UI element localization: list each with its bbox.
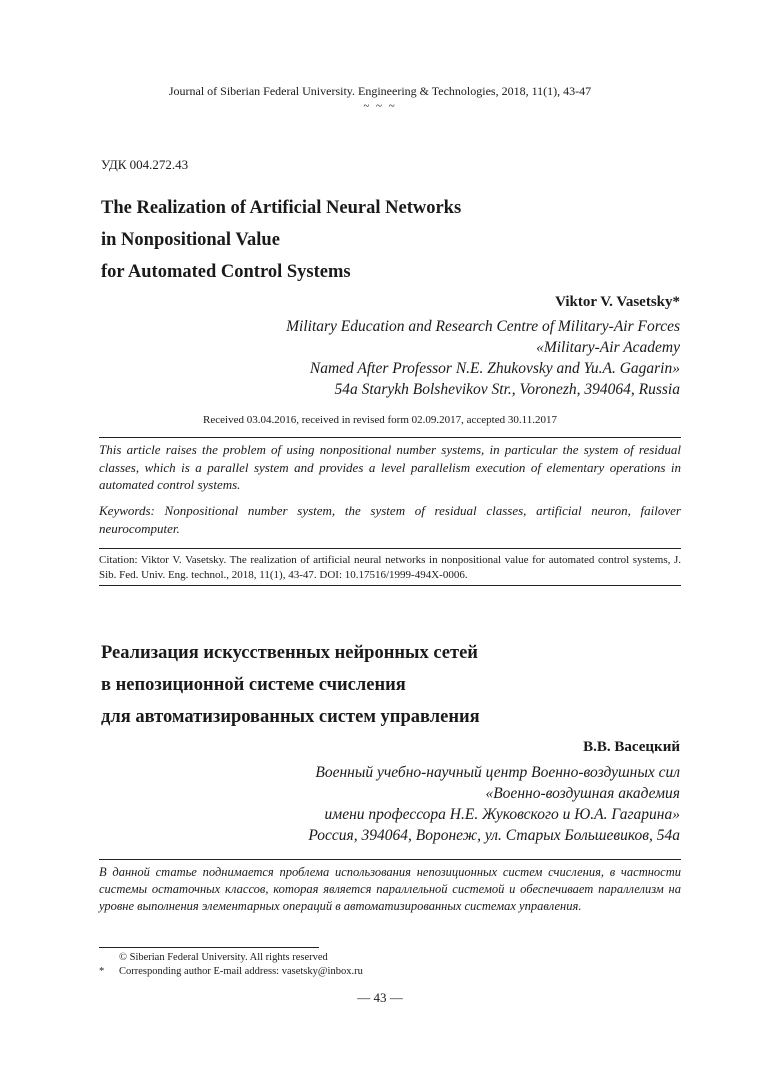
corresponding-author-text: Corresponding author E-mail address: vasetsky@inbox.ru — [119, 966, 363, 977]
journal-header: Journal of Siberian Federal University. Engineering & Technologies, 2018, 11(1), 43-47 — [168, 84, 592, 98]
title-line: for Automated Control Systems — [101, 262, 351, 282]
divider — [99, 585, 681, 586]
article-title-en — [101, 192, 461, 288]
author-name-ru: В.В. Васецкий — [583, 739, 680, 755]
abstract-en: This article raises the problem of using nonpositional number systems, in particular the system of residual classes, which is a parallel system and provides a level parallelism execution of elementary operations in automated control systems. — [99, 442, 681, 492]
affiliation-line: имени профессора Н.Е. Жуковского и Ю.А. Гагарина» — [324, 806, 680, 823]
affiliation-line: Named After Professor N.E. Zhukovsky and Yu.A. Gagarin» — [309, 360, 680, 377]
footnote-divider — [99, 947, 319, 948]
page-number: — 43 — — [357, 990, 403, 1005]
footnote-marker: * — [99, 966, 105, 977]
affiliation-line: Military Education and Research Centre of Military-Air Forces — [286, 318, 680, 335]
title-line: Реализация искусственных нейронных сетей — [101, 643, 478, 663]
title-line: The Realization of Artificial Neural Networks — [101, 198, 462, 218]
affiliation-ru — [308, 762, 680, 846]
article-title-ru — [101, 637, 480, 733]
affiliation-line: «Military-Air Academy — [536, 339, 680, 356]
affiliation-line: «Военно-воздушная академия — [485, 785, 680, 802]
author-name-en: Viktor V. Vasetsky* — [555, 294, 680, 310]
corresponding-author-footnote — [99, 966, 363, 977]
divider — [99, 859, 681, 860]
udk-code: УДК 004.272.43 — [101, 157, 189, 172]
title-line: в непозиционной системе счисления — [101, 675, 406, 695]
divider — [99, 437, 681, 438]
received-dates: Received 03.04.2016, received in revised form 02.09.2017, accepted 30.11.2017 — [203, 414, 557, 426]
affiliation-line: 54a Starykh Bolshevikov Str., Voronezh, 394064, Russia — [334, 381, 680, 398]
title-line: для автоматизированных систем управления — [101, 707, 480, 727]
divider — [99, 548, 681, 549]
citation: Citation: Viktor V. Vasetsky. The realization of artificial neural networks in nonpositional value for automated control systems, J. Sib. Fed. Univ. Eng. technol., 2018, 11(1), 43-47. DOI: 10.17516/1999-494X-0006. — [99, 554, 681, 581]
affiliation-en — [286, 316, 680, 400]
abstract-ru: В данной статье поднимается проблема использования непозиционных систем счисления, в частности системы остаточных классов, которая является параллельной системой и обеспечивает параллелизм на уровне выполнения элементарных операций в автоматизированных системах управления. — [99, 865, 681, 913]
affiliation-line: Военный учебно-научный центр Военно-воздушных сил — [315, 764, 680, 781]
title-line: in Nonpositional Value — [101, 230, 280, 250]
header-ornament: ~ ~ ~ — [363, 100, 397, 112]
keywords-en: Keywords: Nonpositional number system, the system of residual classes, artificial neuron, failover neurocomputer. — [99, 503, 681, 536]
affiliation-line: Россия, 394064, Воронеж, ул. Старых Большевиков, 54а — [308, 827, 680, 844]
copyright-footnote: © Siberian Federal University. All rights reserved — [119, 952, 328, 963]
